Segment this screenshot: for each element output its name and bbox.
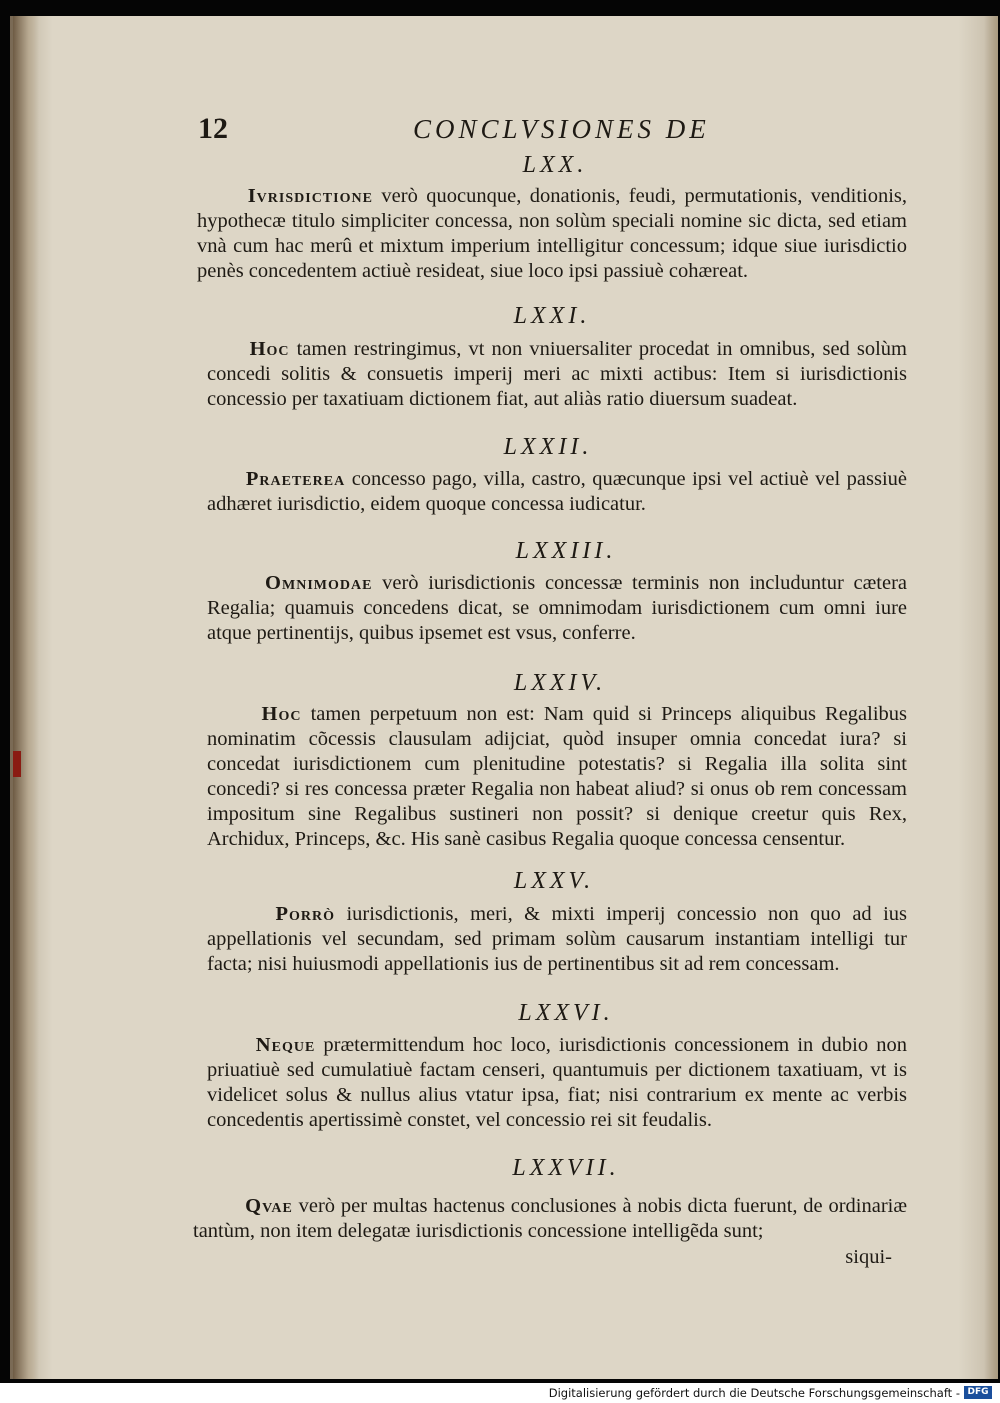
section-paragraph-lxxiii	[207, 571, 907, 646]
section-text: prætermittendum hoc loco, iurisdictionis concessionem in dubio non priuatiuè sed cumulatiuè factam censeri, quantumuis per dictionem taxatiuam, vt is videlicet solus & nullus alius vtatur ipsa, fiat; nisi contrarium ex mente ac verbis concedentis apertissimè constet, vel concessio rei sit feudalis.	[207, 1034, 908, 1131]
section-lead-word: Hoc	[261, 703, 302, 725]
section-heading-lxxiv: LXXIV.	[513, 670, 607, 696]
section-heading-lxxvii: LXXVII.	[512, 1155, 620, 1181]
section-heading-lxxii: LXXII.	[503, 434, 593, 460]
section-text: verò per multas hactenus conclusiones à nobis dicta fuerunt, de ordinariæ tantùm, non item delegatæ iurisdictionis concessione intelligẽda sunt;	[193, 1195, 908, 1242]
catchword: siqui-	[845, 1246, 892, 1268]
digitization-footer	[0, 1383, 1000, 1403]
section-heading-lxxv: LXXV.	[513, 868, 595, 894]
section-paragraph-lxxiv	[207, 702, 907, 852]
footer-credit-text: Digitalisierung gefördert durch die Deutsche Forschungsgemeinschaft -	[548, 1386, 960, 1400]
section-lead-word: Porrò	[275, 903, 336, 925]
section-text: verò iurisdictionis concessæ terminis non includuntur cætera Regalia; quamuis concedens dicat, se omnimodam iurisdictionem cum omni iure atque pertinentijs, quibus ipsemet est vsus, conferre.	[207, 572, 908, 644]
section-lead-word: Praeterea	[245, 468, 346, 490]
page-number: 12	[198, 112, 228, 145]
bookmark-ribbon	[13, 751, 21, 777]
section-heading-lxxiii: LXXIII.	[515, 538, 617, 564]
section-text: verò quocunque, donationis, feudi, permutationis, venditionis, hypothecæ titulo simpliciter concessa, non solùm speciali nomine sic dicta, sed etiam vnà cum hac merû et mixtum imperium intelligitur concessum; idque siue iurisdictio penès concedentem actiuè resideat, siue loco ipsi passiuè cohæreat.	[197, 185, 908, 282]
dfg-logo-icon: DFG	[964, 1386, 992, 1399]
section-paragraph-lxxii	[207, 467, 907, 517]
section-paragraph-lxxi	[207, 337, 907, 412]
page-gutter-shadow	[13, 16, 39, 1379]
section-lead-word: Omnimodae	[265, 572, 373, 594]
section-text: tamen restringimus, vt non vniuersaliter procedat in omnibus, sed solùm concedi solitis & consuetis imperij meri ac mixti actibus: Item si iurisdictionis concessio per taxatiuam dictionem fiat, aut aliàs ratio diuersum suadeat.	[207, 338, 907, 410]
section-lead-word: Hoc	[249, 338, 290, 360]
running-head: CONCLVSIONES DE	[413, 114, 710, 144]
section-lead-word: Ivrisdictione	[247, 185, 373, 207]
page-fore-edge	[984, 16, 998, 1379]
section-heading-lxxvi: LXXVI.	[518, 1000, 614, 1026]
section-paragraph-lxx	[197, 184, 907, 284]
section-paragraph-lxxv	[207, 902, 907, 977]
page-header	[198, 112, 818, 148]
section-lead-word: Neque	[255, 1034, 316, 1056]
section-heading-lxx: LXX.	[522, 152, 588, 178]
section-paragraph-lxxvi	[207, 1033, 907, 1133]
section-text: iurisdictionis, meri, & mixti imperij concessio non quo ad ius appellationis vel secundam, sed primam solùm causarum instantiam intelligi tur facta; nisi huiusmodi appellationis ius de pertinentibus sit ad rem concessam.	[207, 903, 908, 975]
section-lead-word: Qvae	[245, 1195, 293, 1217]
section-text: tamen perpetuum non est: Nam quid si Princeps aliquibus Regalibus nominatim cõcessis clausulam adijciat, quòd insuper omnia concedat iura? si concedat iurisdictionem cum plenitudine potestatis? si Regalia illa solita sint concedi? si res concessa præter Regalia non habeat aliud? si onus ob rem concessam impositum sine Regalibus sustineri non possit? si denique creetur quis Rex, Archidux, Princeps, &c. His sanè casibus Regalia quoque concessa censentur.	[207, 703, 908, 850]
section-text: concesso pago, villa, castro, quæcunque ipsi vel actiuè vel passiuè adhæret iurisdictio, eidem quoque concessa iudicatur.	[207, 468, 908, 515]
section-paragraph-lxxvii	[193, 1194, 907, 1244]
section-heading-lxxi: LXXI.	[513, 303, 591, 329]
